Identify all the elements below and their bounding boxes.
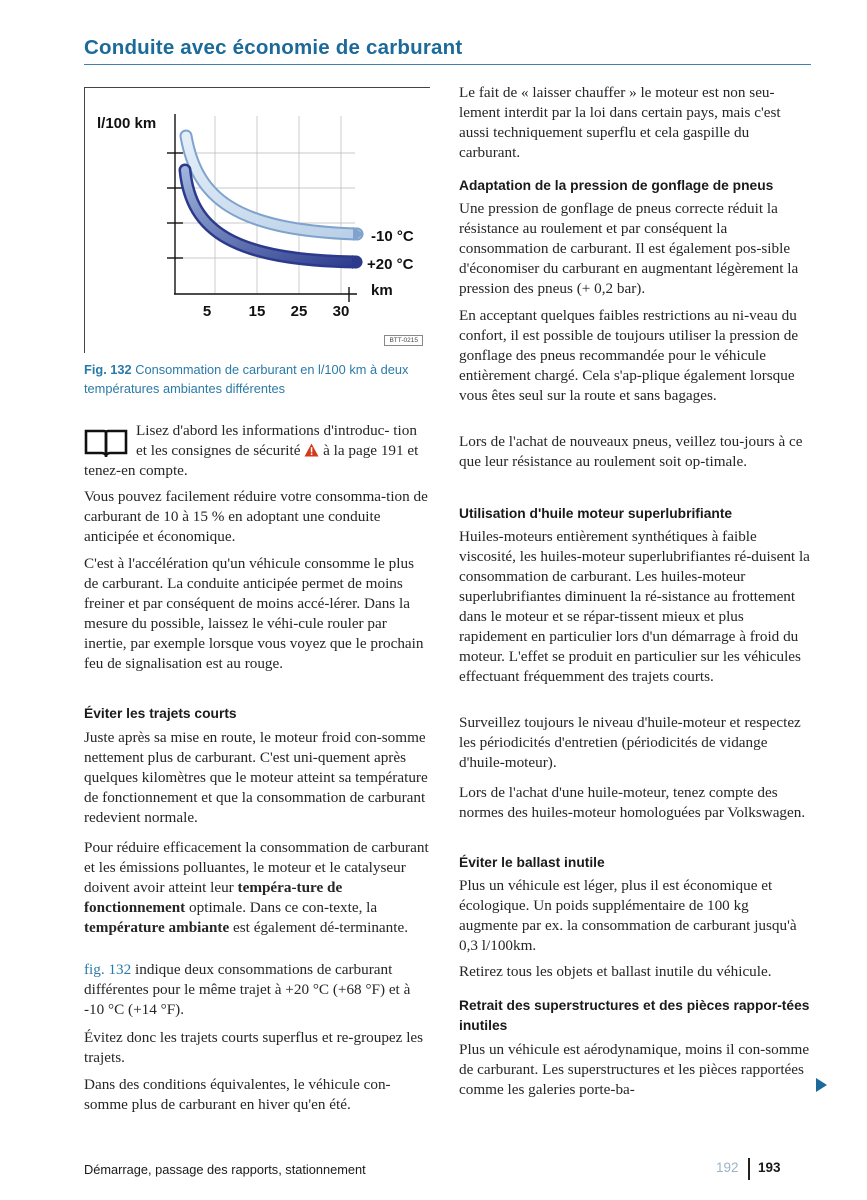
- paragraph: C'est à l'accélération qu'un véhicule consomme le plus de carburant. La conduite anticipée permet de moins freiner et par conséquent de moins accé-lérer. Dans la mesure du possible, laissez le véhi-cule rouler par inertie, par exemple lorsque vous voyez que le prochain feu de signalisation est au rouge.: [84, 555, 424, 672]
- figure-caption: [84, 360, 430, 398]
- page-title: Conduite avec économie de carburant: [84, 36, 463, 59]
- page-number-right: 193: [758, 1160, 781, 1175]
- figure-caption-text: Consommation de carburant en l/100 km à deux températures ambiantes différentes: [84, 362, 409, 396]
- figure-132: [84, 87, 430, 353]
- y-axis-label: l/100 km: [97, 115, 157, 132]
- x-tick-label: 15: [248, 303, 266, 320]
- paragraph: Le fait de « laisser chauffer » le moteur est non seu-lement interdit par la loi dans certain pays, mais c'est aussi techniquement superflu et cela gaspille du carburant.: [459, 84, 781, 161]
- book-icon: [84, 427, 128, 457]
- paragraph: Surveillez toujours le niveau d'huile-moteur et respectez les périodicités d'entretien (périodicités de vidange d'huile-moteur).: [459, 714, 801, 771]
- header-rule: [84, 64, 811, 65]
- paragraph: Dans des conditions équivalentes, le véhicule con-somme plus de carburant en hiver qu'en été.: [84, 1076, 391, 1113]
- paragraph: Retirez tous les objets et ballast inutile du véhicule.: [459, 963, 772, 980]
- figure-caption-label: Fig. 132: [84, 362, 132, 377]
- figure-code: BTT-0215: [384, 335, 423, 346]
- paragraph: Lors de l'achat d'une huile-moteur, tenez compte des normes des huiles-moteur homologuées par Volkswagen.: [459, 784, 806, 821]
- series-label-cold: -10 °C: [371, 228, 414, 245]
- heading-superstructures: Retrait des superstructures et des pièces rappor-tées inutiles: [459, 998, 810, 1033]
- intro-notice: Lisez d'abord les informations d'introduc- tion et les consignes de sécurité à la page 191 et tenez-en compte.: [84, 422, 419, 479]
- heading-engine-oil: Utilisation d'huile moteur superlubrifiante: [459, 506, 733, 521]
- paragraph: En acceptant quelques faibles restrictions au ni-veau du confort, il est possible de toujours utiliser la pression de gonflage des pneus recommandée pour le véhicule entièrement chargé. Cela s'ap-plique également lorsque vous êtes seul sur la route et sans bagages.: [459, 307, 799, 404]
- paragraph: Plus un véhicule est léger, plus il est économique et écologique. Un poids supplémentaire de 100 kg augmente par ex. la consommation de carburant jusqu'à 0,3 l/100km.: [459, 877, 797, 954]
- paragraph: Vous pouvez facilement réduire votre consomma-tion de carburant de 10 à 15 % en adoptant une conduite anticipée et économique.: [84, 488, 428, 545]
- footer-section: Démarrage, passage des rapports, stationnement: [84, 1162, 366, 1177]
- continue-arrow-icon: [816, 1078, 827, 1092]
- paragraph: Plus un véhicule est aérodynamique, moins il con-somme de carburant. Les superstructures et les pièces rapportées comme les galeries porte-ba-: [459, 1041, 810, 1098]
- fuel-chart: [85, 88, 431, 354]
- series-label-warm: +20 °C: [367, 256, 414, 273]
- heading-short-trips: Éviter les trajets courts: [84, 706, 237, 721]
- paragraph: Juste après sa mise en route, le moteur froid con-somme nettement plus de carburant. C'est uni-quement après quelques kilomètres que le moteur atteint sa température de fonctionnement et que la consommation de carburant redevient normale.: [84, 729, 428, 826]
- x-tick-label: 30: [332, 303, 350, 320]
- page-number-left: 192: [716, 1160, 739, 1175]
- heading-tire-pressure: Adaptation de la pression de gonflage de pneus: [459, 178, 774, 193]
- figure-link[interactable]: fig. 132: [84, 961, 132, 978]
- x-tick-label: 25: [290, 303, 308, 320]
- x-axis-label: km: [371, 282, 393, 299]
- paragraph: Une pression de gonflage de pneus correcte réduit la résistance au roulement et par conséquent la consommation de carburant. Il est également pos-sible d'économiser du carburant en augmentant légèrement la pression des pneus (+ 0,2 bar).: [459, 200, 799, 297]
- warning-icon: [304, 443, 319, 457]
- x-tick-label: 5: [202, 303, 212, 320]
- page-number-separator: [748, 1158, 750, 1180]
- paragraph: Évitez donc les trajets courts superflus et re-groupez les trajets.: [84, 1029, 424, 1066]
- paragraph: fig. 132 indique deux consommations de carburant différentes pour le même trajet à +20 °C (+68 °F) et à -10 °C (+14 °F).: [84, 961, 411, 1018]
- paragraph: Huiles-moteurs entièrement synthétiques à faible viscosité, les huiles-moteur superlubrifiantes ré-duisent la consommation de carburant. Les huiles-moteur superlubrifiantes diminuent la ré-sistance au frottement dans le moteur et se répar-tissent mieux et plus rapidement en particulier lors d'un démarrage à froid du moteur. L'effet se produit en particulier sur les véhicules effectuant fréquemment des trajets courts.: [459, 528, 810, 685]
- paragraph: Lors de l'achat de nouveaux pneus, veillez tou-jours à ce que leur résistance au roulement soit op-timale.: [459, 433, 803, 470]
- paragraph: Pour réduire efficacement la consommation de carburant et les émissions polluantes, le moteur et le catalyseur doivent avoir atteint leur tempéra-ture de fonctionnement optimale. Dans ce con-texte, la température ambiante est également dé-terminante.: [84, 839, 429, 936]
- heading-ballast: Éviter le ballast inutile: [459, 855, 605, 870]
